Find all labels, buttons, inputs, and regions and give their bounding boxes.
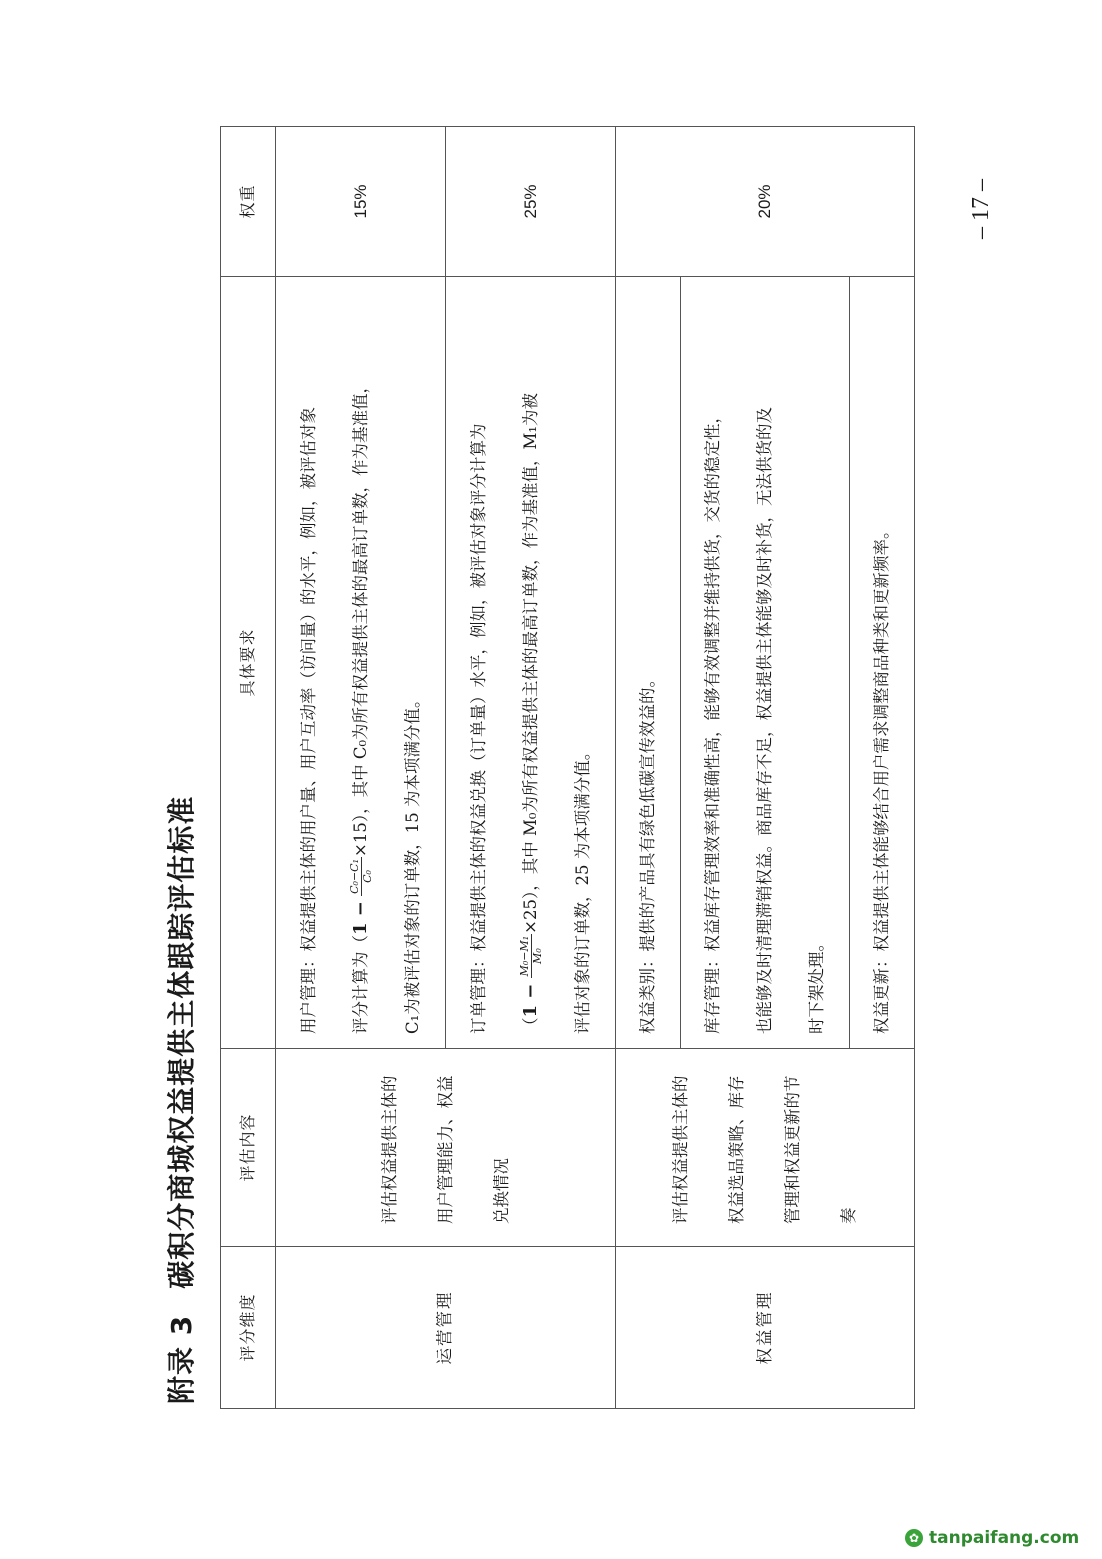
header-weight: 权重 [221,127,276,277]
content-line: 奏 [839,1207,858,1224]
weight-cell: 25% [446,127,616,277]
requirement-cell [681,277,850,1049]
formula-fraction: C₀−C₁ C₀ [347,859,374,894]
requirement-cell [276,277,446,1049]
weight-cell: 20% [616,127,915,277]
requirement-line: 时下架处理。 [807,935,826,1034]
table-header-row [221,127,276,1409]
requirement-line: 评估对象的订单数，25 为本项满分值。 [572,743,592,1034]
requirement-line: C₁为被评估对象的订单数，15 为本项满分值。 [402,691,422,1034]
content-line: 用户管理能力、权益 [435,1075,455,1224]
content-line: 评估权益提供主体的 [671,1075,690,1224]
formula-fraction: M₀−M₁ M₀ [517,935,544,977]
table-row [276,127,446,1409]
requirement-cell [446,277,616,1049]
requirement-formula-line: （1 − M₀−M₁ M₀ ×25），其中 M₀为所有权益提供主体的最高订单数，作为基准值，M₁为被 [517,392,544,1034]
content-cell [616,1049,915,1247]
requirement-cell [850,277,915,1049]
requirement-formula-line: 评分计算为（1 − C₀−C₁ C₀ ×15），其中 C₀为所有权益提供主体的最高订单数，作为基准值， [347,376,374,1034]
content-line: 权益选品策略、库存 [727,1075,746,1224]
watermark-text: tanpaifang.com [929,1528,1080,1548]
watermark [905,1528,1079,1548]
page-number: – 17 – [968,179,994,239]
requirement-line: 订单管理：权益提供主体的权益兑换（订单量）水平，例如，被评估对象评分计算为 [468,423,488,1034]
header-content: 评估内容 [221,1049,276,1247]
header-requirement: 具体要求 [221,277,276,1049]
content-line: 管理和权益更新的节 [783,1075,802,1224]
dimension-cell: 权益管理 [616,1247,915,1409]
table-row [616,127,681,1409]
weight-cell: 15% [276,127,446,277]
requirement-line: 权益更新：权益提供主体能够结合用户需求调整商品种类和更新频率。 [872,522,891,1034]
title-text: 碳积分商城权益提供主体跟踪评估标准 [165,795,198,1289]
content-cell [276,1049,616,1247]
page-title [160,796,200,1404]
requirement-cell [616,277,681,1049]
header-dimension: 评分维度 [221,1247,276,1409]
content-line: 兑换情况 [491,1158,511,1224]
content-line: 评估权益提供主体的 [379,1075,399,1224]
appendix-label: 附录 3 [165,1314,198,1404]
leaf-logo-icon: ✿ [905,1529,923,1547]
evaluation-table [220,126,915,1409]
requirement-line: 用户管理：权益提供主体的用户量、用户互动率（访问量）的水平，例如，被评估对象 [298,407,318,1034]
requirement-line: 权益类别：提供的产品具有绿色低碳宣传效益的。 [638,671,657,1034]
requirement-line: 库存管理：权益库存管理效率和准确性高，能够有效调整并维持供货，交货的稳定性， [703,407,722,1034]
dimension-cell: 运营管理 [276,1247,616,1409]
requirement-line: 也能够及时清理滞销权益。商品库存不足，权益提供主体能够及时补货，无法供货的及 [755,407,774,1034]
